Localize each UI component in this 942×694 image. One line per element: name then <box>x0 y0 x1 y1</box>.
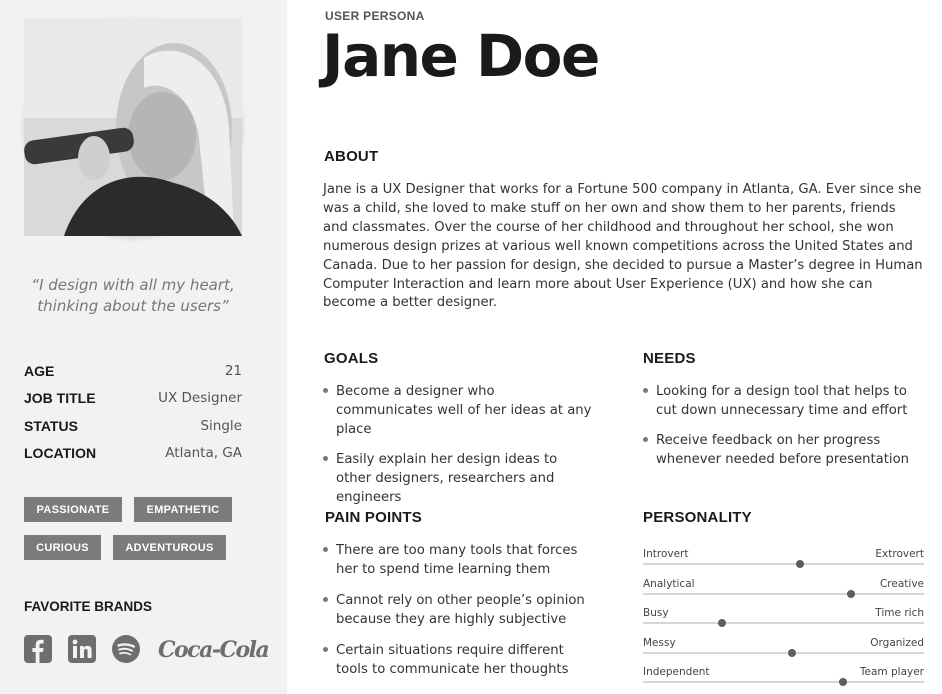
persona-quote: “I design with all my heart, thinking about the users” <box>31 276 235 315</box>
fact-value: Single <box>200 417 242 434</box>
fact-label: JOB TITLE <box>24 390 96 407</box>
trait-knob <box>839 678 847 686</box>
trait-left-label: Messy <box>643 636 676 649</box>
trait-knob <box>788 649 796 657</box>
trait-right-label: Extrovert <box>875 548 924 560</box>
needs-heading: NEEDS <box>643 350 696 367</box>
trait-left-label: Independent <box>643 666 710 678</box>
trait-right-label: Time rich <box>875 607 924 619</box>
trait-left-label: Busy <box>643 607 669 619</box>
trait-track <box>643 652 924 654</box>
pain-point-item: Certain situations require different tools to communicate her thoughts <box>323 641 593 679</box>
personality-heading: PERSONALITY <box>643 509 752 526</box>
trait-right-label: Organized <box>870 636 924 649</box>
fact-age <box>24 357 242 385</box>
svg-text:Coca-Cola: Coca-Cola <box>158 637 269 663</box>
trait-knob <box>718 619 726 627</box>
trait-knob <box>847 590 855 598</box>
fact-label: STATUS <box>24 417 78 434</box>
tag-passionate: PASSIONATE <box>24 497 122 522</box>
pain-point-item: There are too many tools that forces her to spend time learning them <box>323 541 593 579</box>
tag-curious: CURIOUS <box>24 535 101 560</box>
persona-facts <box>24 357 242 467</box>
pain-points-heading: PAIN POINTS <box>325 509 422 526</box>
fact-label: LOCATION <box>24 445 97 462</box>
trait-track <box>643 563 924 565</box>
goal-item: Become a designer who communicates well of her ideas at any place <box>323 382 593 439</box>
persona-kicker: USER PERSONA <box>325 9 425 23</box>
personality-trait <box>643 634 924 664</box>
linkedin-icon <box>68 634 96 664</box>
pain-point-item: Cannot rely on other people’s opinion because they are highly subjective <box>323 591 593 629</box>
fact-value: UX Designer <box>158 390 242 407</box>
coca-cola-logo <box>156 634 269 664</box>
fact-value: 21 <box>224 362 242 379</box>
personality-trait <box>643 575 924 605</box>
needs-list <box>643 382 928 469</box>
persona-name: Jane Doe <box>322 22 599 90</box>
spotify-icon <box>112 634 140 664</box>
trait-left-label: Analytical <box>643 577 695 590</box>
fact-label: AGE <box>24 362 55 379</box>
goals-list <box>323 382 593 507</box>
fact-location <box>24 440 242 468</box>
tag-empathetic: EMPATHETIC <box>134 497 232 522</box>
fact-status <box>24 412 242 440</box>
trait-right-label: Team player <box>859 666 924 678</box>
persona-sidebar <box>0 0 287 694</box>
favorite-brands-title: FAVORITE BRANDS <box>24 599 153 614</box>
pain-points-list <box>323 541 593 679</box>
need-item: Receive feedback on her progress whenever needed before presentation <box>643 431 928 469</box>
avatar-photo <box>24 18 242 236</box>
trait-right-label: Creative <box>879 577 924 590</box>
trait-left-label: Introvert <box>643 548 689 560</box>
personality-trait <box>643 604 924 634</box>
personality-trait <box>643 663 924 693</box>
fact-job-title <box>24 385 242 413</box>
fact-value: Atlanta, GA <box>165 445 242 462</box>
goal-item: Easily explain her design ideas to other designers, researchers and engineers <box>323 450 593 507</box>
trait-knob <box>796 560 804 568</box>
about-text: Jane is a UX Designer that works for a Fortune 500 company in Atlanta, GA. Ever since she was a child, she loved to make stuff on her own and show them to her parents, friends and classmates. Over the course of her childhood and throughout her school, she won numerous design prizes at various well known competitions across the United States and Canada. Due to her passion for design, she decided to pursue a Master’s degree in Human Computer Interaction and learn more about User Experience (UX) and how she can become a better designer. <box>323 182 923 311</box>
goals-heading: GOALS <box>324 350 379 367</box>
trait-track <box>643 593 924 595</box>
personality-trait <box>643 545 924 575</box>
need-item: Looking for a design tool that helps to cut down unnecessary time and effort <box>643 382 928 420</box>
avatar <box>24 18 242 236</box>
personality-sliders <box>643 545 924 693</box>
about-heading: ABOUT <box>324 148 379 165</box>
facebook-icon <box>24 634 52 664</box>
tag-adventurous: ADVENTUROUS <box>113 535 226 560</box>
trait-track <box>643 622 924 624</box>
trait-track <box>643 681 924 683</box>
